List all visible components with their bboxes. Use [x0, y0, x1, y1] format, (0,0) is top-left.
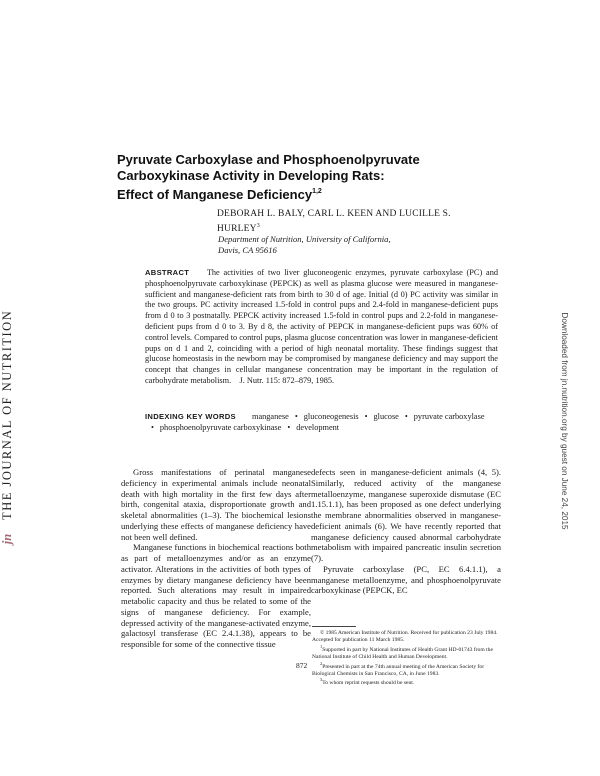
title-line-3-text: Effect of Manganese Deficiency — [117, 187, 313, 202]
footnote-text: To whom reprint requests should be sent. — [322, 680, 415, 687]
footnote — [312, 644, 502, 661]
keyword: phosphoenolpyruvate carboxykinase — [159, 423, 282, 432]
keyword-separator: • — [404, 412, 408, 421]
author-list — [217, 208, 497, 235]
affiliation-line-2: Davis, CA 95616 — [218, 245, 277, 255]
author-footnote-mark: 3 — [256, 223, 260, 229]
keywords — [145, 411, 498, 433]
body-paragraph: Gross manifestations of perinatal manganese deficiency in experimental animals include neonatal death with high mortality in the first few days after birth, congenital ataxia, disproportionate growth and skeletal abnormalities (1–3). The biochemical lesions underlying these effects of manganese deficiency have not been well defined. — [121, 467, 311, 542]
page-number: 872 — [296, 661, 308, 670]
body-column-right — [311, 467, 501, 596]
authors-line-2-text: HURLEY — [217, 224, 257, 234]
abstract-text: The activities of two liver gluconeogenic enzymes, pyruvate carboxylase (PC) and phosphoenolpyruvate carboxykinase (PEPCK) as well as plasma glucose were measured in manganese-sufficient and manganese-deficient rats from birth to 30 d of age. Initial (d 0) PC activity was similar in the two groups. PC activity increased 1.5-fold in control pups and 2.4-fold in manganese-deficient pups from d 0 to 3 postnatally. PEPCK activity increased 1.5-fold in control pups and 2.2-fold in manganese-deficient pups from d 0 to 3. By d 8, the activity of PEPCK in manganese-deficient pups was 60% of control levels. Compared to control pups, plasma glucose concentration was lower in manganese-deficient pups on d 1 and 2, coinciding with a period of high neonatal mortality. These findings suggest that glucose homeostasis in the newborn may be compromised by manganese deficiency and may support the concept that changes in cellular manganese concentration may be important in the regulation of carbohydrate metabolism. — [145, 268, 498, 385]
footnotes — [312, 630, 502, 687]
keyword: pyruvate carboxylase — [413, 412, 485, 421]
keyword-separator: • — [151, 423, 154, 432]
download-watermark: Downloaded from jn.nutrition.org by guest on June 24, 2015 — [560, 312, 569, 530]
journal-name: THE JOURNAL OF NUTRITION — [0, 309, 14, 520]
body-paragraph: Pyruvate carboxylase (PC, EC 6.4.1.1), a manganese metalloenzyme, and phosphoenolpyruvate carboxykinase (PEPCK, EC — [311, 563, 501, 596]
affiliation — [218, 234, 478, 256]
title-footnote-marks: 1,2 — [312, 188, 322, 195]
authors-line-2 — [217, 220, 497, 235]
keyword: manganese — [252, 412, 289, 421]
footnote — [312, 677, 502, 687]
journal-side-banner — [0, 217, 14, 637]
keywords-label: INDEXING KEY WORDS — [145, 412, 236, 421]
footnote-divider — [312, 626, 356, 627]
keyword-separator: • — [287, 423, 291, 432]
authors-line-1: DEBORAH L. BALY, CARL L. KEEN AND LUCILLE S. — [217, 209, 451, 219]
footnote — [312, 661, 502, 678]
footnote-mark: 3 — [320, 677, 323, 683]
footnote-text: Supported in part by National Institutes of Health Grant HD-01743 from the National Institute of Child Health and Human Development. — [312, 646, 493, 660]
body-paragraph: defects seen in manganese-deficient animals (4, 5). Similarly, reduced activity of the manganese metalloenzyme, manganese superoxide dismutase (EC 1.15.1.1), has been proposed as one defect underlying the membrane abnormalities observed in manganese-deficient animals (6). We have recently reported that manganese deficiency caused abnormal carbohydrate metabolism with impaired pancreatic insulin secretion (7). — [311, 467, 501, 563]
body-paragraph: Manganese functions in biochemical reactions both as part of metalloenzymes and/or as an enzyme activator. Alterations in the activities of both types of enzymes by dietary manganese deficiency have been reported. Such alterations may result in impaired metabolic capacity and thus be related to some of the signs of manganese deficiency. For example, depressed activity of the manganese-activated enzyme, galactosyl transferase (EC 2.4.1.38), appears to be responsible for some of the connective tissue — [121, 542, 311, 649]
footnote: © 1985 American Institute of Nutrition. Received for publication 23 July 1984. Accepted for publication 11 March 1985. — [312, 630, 498, 643]
keyword: glucose — [373, 412, 399, 421]
keyword-separator: • — [364, 412, 368, 421]
article-title — [117, 152, 477, 203]
affiliation-line-1: Department of Nutrition, University of California, — [218, 234, 391, 244]
footnote-mark: 2 — [320, 660, 323, 666]
footnote-text: Presented in part at the 74th annual meeting of the American Society for Biological Chemists in San Francisco, CA, in June 1983. — [312, 663, 485, 677]
title-line-3 — [117, 184, 477, 203]
abstract-citation: J. Nutr. 115: 872–879, 1985. — [239, 375, 335, 385]
body-column-left — [121, 467, 311, 650]
keyword-separator: • — [294, 412, 298, 421]
keyword: gluconeogenesis — [303, 412, 359, 421]
journal-logo: jn — [0, 533, 14, 545]
abstract — [145, 268, 498, 387]
footnote-mark: 1 — [320, 643, 323, 649]
title-line-1: Pyruvate Carboxylase and Phosphoenolpyruvate — [117, 152, 420, 167]
title-line-2: Carboxykinase Activity in Developing Rats: — [117, 168, 385, 183]
keyword: development — [296, 423, 340, 432]
abstract-label: ABSTRACT — [145, 268, 190, 277]
